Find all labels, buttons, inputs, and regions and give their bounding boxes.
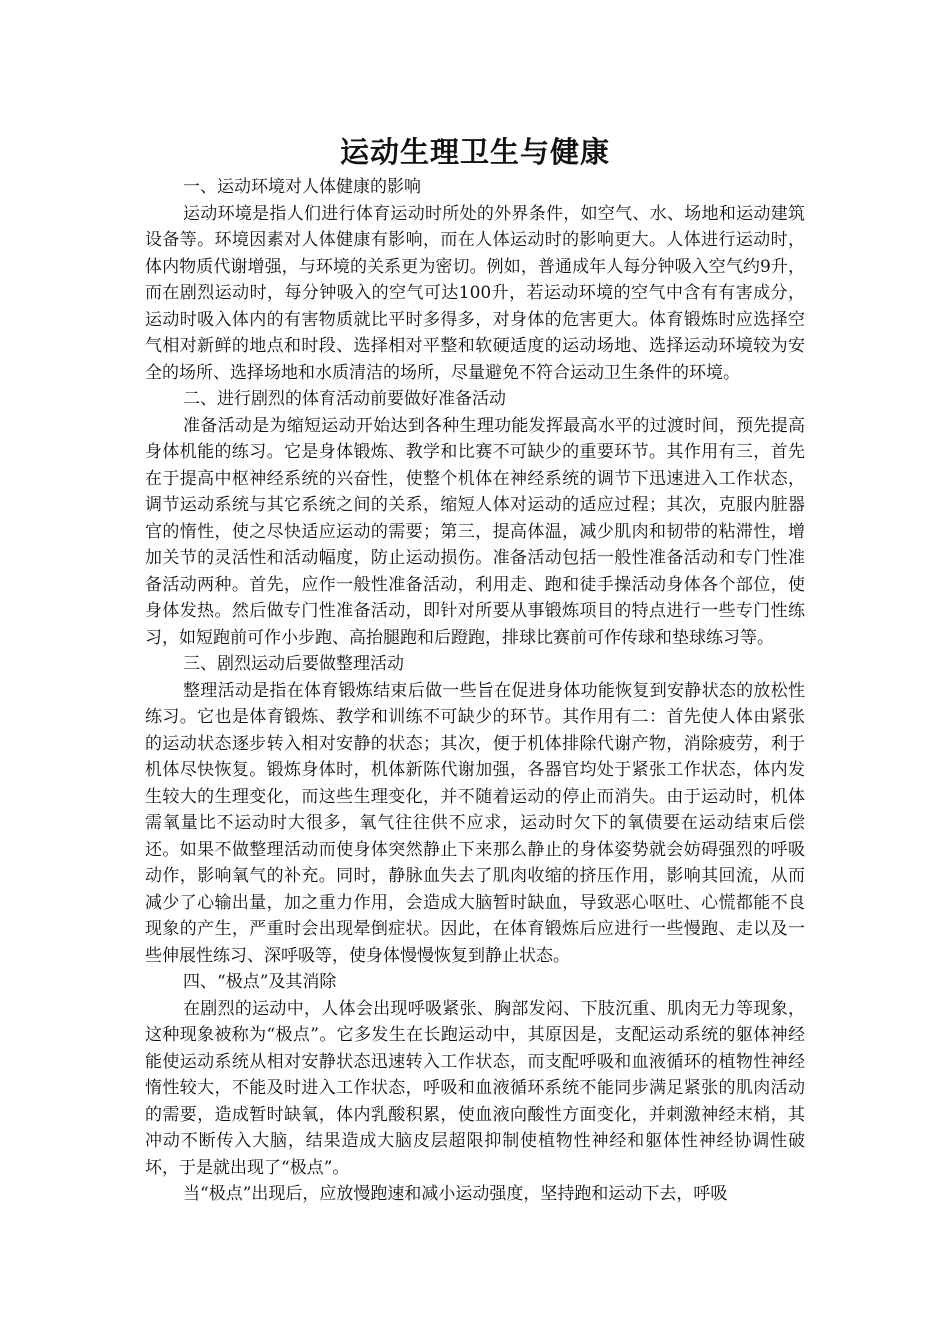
section-heading: 三、剧烈运动后要做整理活动 bbox=[183, 654, 404, 674]
section-heading: 一、运动环境对人体健康的影响 bbox=[183, 177, 421, 197]
section-warmup bbox=[145, 386, 805, 651]
section-paragraph: 在剧烈的运动中，人体会出现呼吸紧张、胸部发闷、下肢沉重、肌肉无力等现象，这种现象被称为“极点”。它多发生在长跑运动中，其原因是，支配运动系统的躯体神经能使运动系统从相对安静状态迅速转入工作状态，而支配呼吸和血液循环的植物性神经惰性较大，不能及时进入工作状态，呼吸和血液循环系统不能同步满足紧张的肌肉活动的需要，造成暂时缺氧，体内乳酸积累，使血液向酸性方面变化，并刺激神经末梢，其冲动不断传入大脑，结果造成大脑皮层超限抑制使植物性神经和躯体性神经协调性破坏，于是就出现了“极点”。 bbox=[145, 998, 805, 1178]
section-paragraph: 运动环境是指人们进行体育运动时所处的外界条件，如空气、水、场地和运动建筑设备等。环境因素对人体健康有影响，而在人体运动时的影响更大。人体进行运动时，体内物质代谢增强，与环境的关系更为密切。例如，普通成年人每分钟吸入空气约9升，而在剧烈运动时，每分钟吸入的空气可达100升，若运动环境的空气中含有有害成分，运动时吸入体内的有害物质就比平时多得多，对身体的危害更大。体育锻炼时应选择空气相对新鲜的地点和时段、选择相对平整和软硬适度的运动场地、选择运动环境较为安全的场所、选择场地和水质清洁的场所，尽量避免不符合运动卫生条件的环境。 bbox=[145, 203, 805, 383]
section-heading: 二、进行剧烈的体育活动前要做好准备活动 bbox=[183, 389, 506, 409]
section-environment bbox=[145, 174, 805, 386]
section-paragraph: 整理活动是指在体育锻炼结束后做一些旨在促进身体功能恢复到安静状态的放松性练习。它也是体育锻炼、教学和训练不可缺少的环节。其作用有二：首先使人体由紧张的运动状态逐步转入相对安静的状态；其次，便于机体排除代谢产物，消除疲劳，利于机体尽快恢复。锻炼身体时，机体新陈代谢加强，各器官均处于紧张工作状态，体内发生较大的生理变化，而这些生理变化，并不随着运动的停止而消失。由于运动时，机体需氧量比不运动时大很多，氧气往往供不应求，运动时欠下的氧债要在运动结束后偿还。如果不做整理活动而使身体突然静止下来那么静止的身体姿势就会妨碍强烈的呼吸动作，影响氧气的补充。同时，静脉血失去了肌肉收缩的挤压作用，影响其回流，从而减少了心输出量，加之重力作用，会造成大脑暂时缺血，导致恶心呕吐、心慌都能不良现象的产生，严重时会出现晕倒症状。因此，在体育锻炼后应进行一些慢跑、走以及一些伸展性练习、深呼吸等，使身体慢慢恢复到静止状态。 bbox=[145, 680, 805, 966]
section-cooldown bbox=[145, 651, 805, 969]
section-heading: 四、“极点”及其消除 bbox=[183, 972, 337, 992]
document-title: 运动生理卫生与健康 bbox=[339, 135, 610, 169]
section-paragraph: 当“极点”出现后，应放慢跑速和减小运动强度，坚持跑和运动下去，呼吸 bbox=[183, 1184, 728, 1204]
section-paragraph: 准备活动是为缩短运动开始达到各种生理功能发挥最高水平的过渡时间，预先提高身体机能的练习。它是身体锻炼、教学和比赛不可缺少的重要环节。其作用有三，首先在于提高中枢神经系统的兴奋性，使整个机体在神经系统的调节下迅速进入工作状态，调节运动系统与其它系统之间的关系，缩短人体对运动的适应过程；其次，克服内脏器官的惰性，使之尽快适应运动的需要；第三，提高体温，减少肌肉和韧带的粘滞性，增加关节的灵活性和活动幅度，防止运动损伤。准备活动包括一般性准备活动和专门性准备活动两种。首先，应作一般性准备活动，利用走、跑和徒手操活动身体各个部位，使身体发热。然后做专门性准备活动，即针对所要从事锻炼项目的特点进行一些专门性练习，如短跑前可作小步跑、高抬腿跑和后蹬跑，排球比赛前可作传球和垫球练习等。 bbox=[145, 415, 805, 648]
section-dead-point bbox=[145, 969, 805, 1208]
document-page bbox=[145, 132, 805, 1208]
